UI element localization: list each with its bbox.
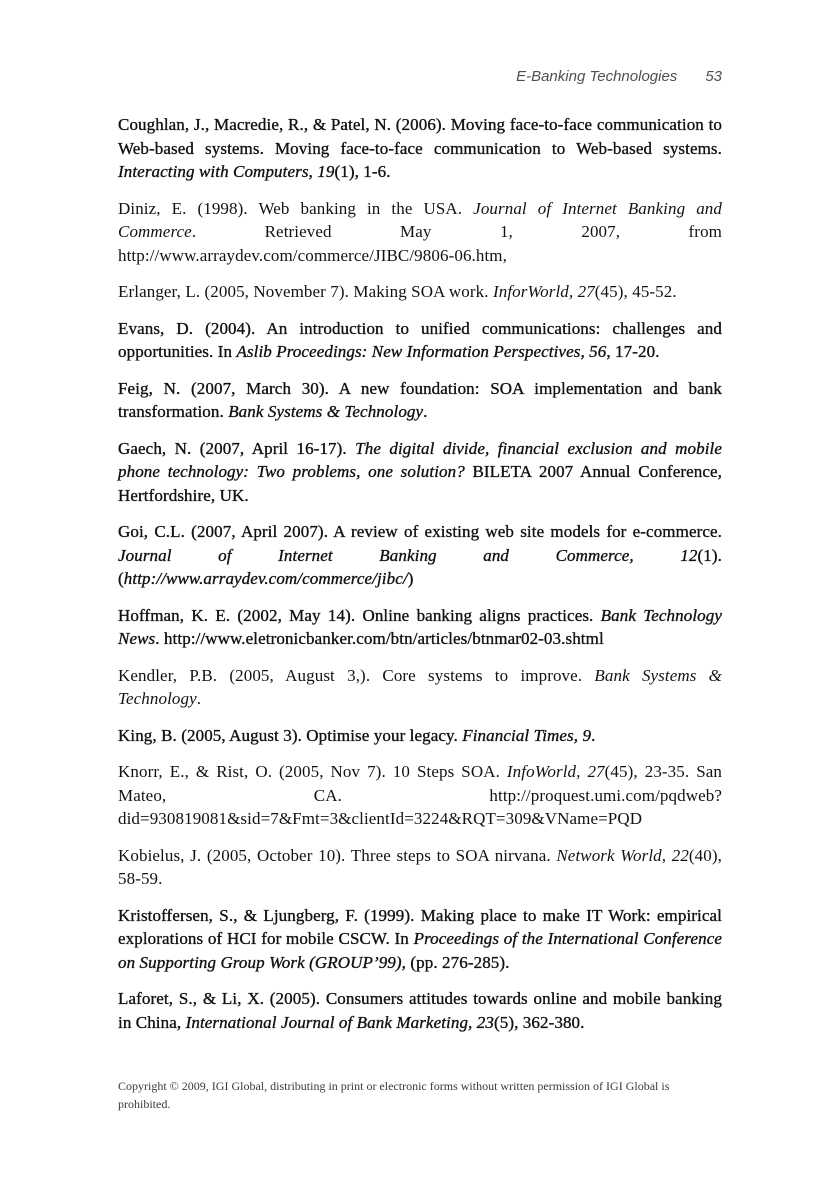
copyright-text: Copyright © 2009, IGI Global, distributing in print or electronic forms without written permission of IGI Global is prohibited. xyxy=(118,1079,670,1111)
reference-italic-run: Journal of Internet Banking and Commerce, 12 xyxy=(118,545,698,565)
running-title: E-Banking Technologies xyxy=(516,68,678,85)
references-list xyxy=(118,113,722,1034)
reference-text-run: (pp. 276-285). xyxy=(406,952,510,972)
reference-item xyxy=(118,724,722,748)
reference-text-run: Evans, D. (2004). An introduction to unified communications: challenges and opportunities. In xyxy=(118,318,722,361)
reference-text-run: (5), 362-380. xyxy=(493,1012,585,1032)
reference-text-run: Hoffman, K. E. (2002, May 14). Online banking aligns practices. xyxy=(118,605,601,625)
reference-italic-run: Interacting with Computers, 19 xyxy=(118,162,335,181)
reference-italic-run: http://www.arraydev.com/commerce/jibc/ xyxy=(123,569,408,588)
reference-item xyxy=(118,113,722,184)
reference-item xyxy=(118,987,722,1034)
reference-text-run: (1). ( xyxy=(118,545,722,588)
reference-item xyxy=(118,520,722,591)
reference-item xyxy=(118,280,722,304)
reference-italic-run: Network World, 22 xyxy=(556,845,689,865)
reference-text-run: Goi, C.L. (2007, April 2007). A review of existing web site models for e-commerce. xyxy=(118,522,722,541)
reference-italic-run: Bank Systems & Technology xyxy=(228,402,424,421)
page-number: 53 xyxy=(705,68,722,85)
reference-text-run: Coughlan, J., Macredie, R., & Patel, N. (2006). Moving face-to-face communication to Web-based systems. Moving face-to-face communication to Web-based systems. xyxy=(118,115,722,158)
reference-italic-run: Financial Times, 9 xyxy=(462,725,592,745)
reference-italic-run: Journal of Internet Banking and Commerce xyxy=(118,198,722,241)
reference-text-run: . xyxy=(423,402,428,421)
reference-text-run: (40), 58-59. xyxy=(118,845,722,888)
reference-italic-run: Bank Systems & Technology xyxy=(118,665,723,708)
reference-text-run: , 17-20. xyxy=(606,342,660,361)
reference-text-run: Erlanger, L. (2005, November 7). Making SOA work. xyxy=(118,282,493,301)
reference-text-run: Diniz, E. (1998). Web banking in the USA. xyxy=(118,198,474,218)
reference-text-run: (1), 1-6. xyxy=(334,162,391,181)
reference-text-run: . Retrieved May 1, 2007, from http://www.arraydev.com/commerce/JIBC/9806-06.htm, xyxy=(118,222,722,265)
reference-text-run: Knorr, E., & Rist, O. (2005, Nov 7). 10 Steps SOA. xyxy=(118,762,507,781)
reference-italic-run: InfoWorld, 27 xyxy=(506,762,605,781)
reference-item xyxy=(118,437,722,508)
reference-item xyxy=(118,377,722,424)
reference-italic-run: Aslib Proceedings: New Information Perspectives, 56 xyxy=(236,342,607,361)
reference-text-run: Laforet, S., & Li, X. (2005). Consumers attitudes towards online and mobile banking in China, xyxy=(118,989,722,1032)
reference-text-run: . xyxy=(196,689,202,708)
reference-item xyxy=(118,844,722,891)
reference-text-run: BILETA 2007 Annual Conference, Hertfordshire, UK. xyxy=(118,462,722,505)
reference-text-run: (45), 45-52. xyxy=(594,282,677,301)
reference-item xyxy=(118,904,722,975)
reference-italic-run: Proceedings of the International Conference on Supporting Group Work (GROUP’99), xyxy=(118,929,722,972)
running-head xyxy=(118,68,722,85)
reference-text-run: . xyxy=(591,725,596,745)
reference-text-run: Kobielus, J. (2005, October 10). Three steps to SOA nirvana. xyxy=(118,845,557,865)
reference-text-run: . http://www.eletronicbanker.com/btn/articles/btnmar02-03.shtml xyxy=(155,629,604,648)
reference-text-run: ) xyxy=(407,569,414,588)
reference-italic-run: InforWorld, 27 xyxy=(492,282,595,301)
reference-item xyxy=(118,604,722,651)
reference-italic-run: International Journal of Bank Marketing, 23 xyxy=(185,1012,494,1032)
reference-text-run: (45), 23-35. San Mateo, CA. http://proquest.umi.com/pqdweb?did=930819081&sid=7&Fmt=3&clientId=3224&RQT=309&VName=PQD xyxy=(118,762,723,828)
reference-italic-run: The digital divide, financial exclusion and mobile phone technology: Two problems, one solution? xyxy=(118,438,722,481)
reference-text-run: Feig, N. (2007, March 30). A new foundation: SOA implementation and bank transformation. xyxy=(118,378,722,421)
reference-text-run: Gaech, N. (2007, April 16-17). xyxy=(118,438,356,458)
reference-item xyxy=(118,664,722,711)
reference-italic-run: Bank Technology News xyxy=(118,605,723,648)
reference-text-run: Kristoffersen, S., & Ljungberg, F. (1999). Making place to make IT Work: empirical explorations of HCI for mobile CSCW. In xyxy=(118,905,722,948)
reference-item xyxy=(118,197,722,268)
page-footer xyxy=(118,1078,722,1113)
reference-item xyxy=(118,317,722,364)
reference-item xyxy=(118,760,722,831)
reference-text-run: Kendler, P.B. (2005, August 3,). Core systems to improve. xyxy=(118,665,595,685)
reference-text-run: King, B. (2005, August 3). Optimise your legacy. xyxy=(118,725,463,745)
